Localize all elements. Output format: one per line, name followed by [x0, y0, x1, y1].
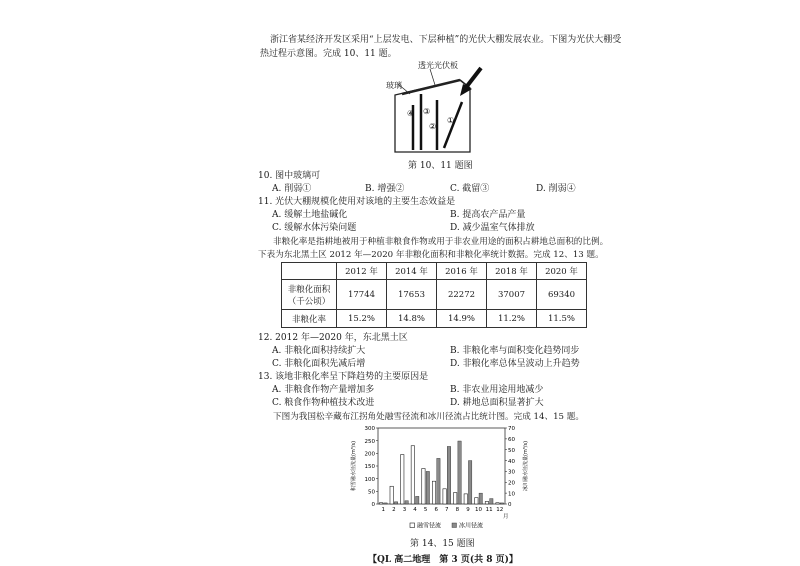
bar-glacier — [405, 501, 408, 504]
ray-label-4: ④ — [407, 109, 415, 118]
x-tick-label: 4 — [413, 507, 417, 513]
table-header-row — [282, 263, 587, 280]
right-tick-label: 0 — [508, 502, 512, 509]
data-table — [281, 262, 587, 328]
bar-snowmelt — [464, 494, 467, 504]
q12-option-c: C. 非粮化面积先减后增 — [272, 359, 366, 369]
row-label-unit: （千公顷） — [287, 296, 331, 307]
q11-option-a: A. 缓解土地盐碱化 — [272, 210, 348, 220]
bar-snowmelt — [496, 503, 499, 504]
x-tick-label: 10 — [475, 507, 483, 513]
x-tick-label: 3 — [402, 507, 407, 513]
table-row — [282, 280, 587, 310]
legend-label-glacier: 冰川径流 — [459, 522, 484, 530]
right-tick-label: 70 — [508, 426, 515, 433]
bar-snowmelt — [411, 446, 414, 504]
intro-line-2: 热过程示意图。完成 10、11 题。 — [260, 49, 397, 59]
bar-snowmelt — [432, 481, 435, 504]
bar-glacier — [384, 503, 387, 504]
table-cell: 17744 — [337, 280, 387, 310]
legend-swatch-snowmelt — [410, 523, 415, 528]
q11-option-b: B. 提高农产品产量 — [450, 210, 526, 220]
q13-option-b: B. 非农业用途用地减少 — [450, 385, 544, 395]
bar-glacier — [458, 441, 461, 504]
bar-glacier — [479, 493, 482, 504]
bar-glacier — [447, 446, 450, 504]
intro-line-5: 下图为我国松辛藏布江拐角处融雪径流和冰川径流占比统计图。完成 14、15 题。 — [273, 412, 584, 422]
table-cell: 11.2% — [487, 310, 537, 328]
bar-glacier — [416, 496, 419, 504]
x-tick-label: 9 — [466, 507, 470, 513]
bar-glacier — [500, 503, 503, 504]
x-tick-label: 12 — [496, 507, 504, 513]
right-tick-label: 30 — [508, 469, 515, 476]
ray-label-3: ③ — [423, 107, 431, 116]
row-label: 非粮化率 — [282, 310, 337, 328]
left-tick-label: 0 — [371, 502, 375, 509]
right-tick-label: 10 — [508, 491, 515, 498]
table-cell: 11.5% — [537, 310, 587, 328]
figure-caption-2: 第 14、15 题图 — [410, 539, 475, 549]
q12-option-d: D. 非粮化率总体呈波动上升趋势 — [450, 359, 580, 369]
figure-caption-1: 第 10、11 题图 — [408, 161, 473, 171]
table-header-cell: 2016 年 — [437, 263, 487, 280]
q13-option-a: A. 非粮食作物产量增加多 — [272, 385, 375, 395]
x-tick-label: 8 — [455, 507, 460, 513]
q12-stem: 12. 2012 年—2020 年，东北黑土区 — [258, 333, 408, 343]
table-cell: 17653 — [387, 280, 437, 310]
bar-snowmelt — [443, 489, 446, 504]
q13-stem: 13. 该地非粮化率呈下降趋势的主要原因是 — [258, 372, 429, 382]
left-tick-label: 150 — [364, 464, 375, 471]
pv-panel — [402, 80, 460, 94]
legend-swatch-glacier — [452, 523, 457, 528]
table-cell: 69340 — [537, 280, 587, 310]
table-header-cell: 2018 年 — [487, 263, 537, 280]
table-cell: 14.9% — [437, 310, 487, 328]
bar-glacier — [437, 458, 440, 504]
table-header-cell: 2014 年 — [387, 263, 437, 280]
left-tick-label: 300 — [364, 426, 375, 433]
right-tick-label: 40 — [508, 458, 515, 465]
q10-option-a: A. 削弱① — [272, 184, 312, 194]
q13-option-c: C. 粮食作物种植技术改进 — [272, 398, 375, 408]
ray-label-2: ② — [429, 122, 437, 131]
left-tick-label: 250 — [364, 438, 375, 445]
left-tick-label: 50 — [368, 489, 375, 496]
table-header-cell: 2020 年 — [537, 263, 587, 280]
bar-snowmelt — [401, 455, 404, 504]
x-tick-label: 2 — [392, 507, 396, 513]
table-cell: 22272 — [437, 280, 487, 310]
y-axis-left-title: 积雪融水径流量(m³/s) — [351, 440, 357, 492]
q11-option-d: D. 减少温室气体排放 — [450, 223, 535, 233]
bar-glacier — [426, 471, 429, 504]
table-cell: 14.8% — [387, 310, 437, 328]
bar-glacier — [490, 499, 493, 504]
greenhouse-diagram — [380, 60, 490, 160]
x-tick-label: 1 — [381, 507, 386, 513]
intro-line-1: 浙江省某经济开发区采用“上层发电、下层种植”的光伏大棚发展农业。下图为光伏大棚受 — [270, 35, 622, 45]
x-tick-label: 11 — [485, 507, 493, 513]
intro-line-4: 下表为东北黑土区 2012 年—2020 年非粮化面积和非粮化率统计数据。完成 12、13 题。 — [258, 250, 604, 260]
table-row — [282, 310, 587, 328]
ray-label-1: ① — [447, 116, 455, 125]
bar-glacier — [468, 461, 471, 504]
bar-snowmelt — [390, 486, 393, 504]
q10-stem: 10. 图中玻璃可 — [258, 171, 321, 181]
runoff-chart — [345, 422, 535, 534]
legend-label-snowmelt: 融雪径流 — [417, 522, 442, 530]
x-tick-label: 7 — [445, 507, 449, 513]
bar-snowmelt — [379, 503, 382, 504]
bar-snowmelt — [475, 498, 478, 504]
table-header-cell: 2012 年 — [337, 263, 387, 280]
q10-option-d: D. 削弱④ — [536, 184, 576, 194]
plot-frame — [378, 428, 505, 504]
table-cell: 15.2% — [337, 310, 387, 328]
q10-option-c: C. 截留③ — [450, 184, 490, 194]
label-glass: 玻璃 — [386, 81, 402, 90]
q11-stem: 11. 光伏大棚规模化使用对该地的主要生态效益是 — [258, 197, 456, 207]
x-tick-label: 5 — [423, 507, 428, 513]
intro-line-3: 非粮化率是指耕地被用于种植非粮食作物或用于非农业用途的面积占耕地总面积的比例。 — [273, 237, 609, 247]
q12-option-b: B. 非粮化率与面积变化趋势同步 — [450, 346, 580, 356]
q12-option-a: A. 非粮化面积持续扩大 — [272, 346, 366, 356]
left-tick-label: 200 — [364, 451, 375, 458]
bar-snowmelt — [485, 501, 488, 504]
right-tick-label: 20 — [508, 480, 515, 487]
ray-1 — [444, 102, 462, 148]
label-pv-panel: 透光光伏板 — [418, 61, 458, 70]
q11-option-c: C. 缓解水体污染问题 — [272, 223, 357, 233]
bar-snowmelt — [422, 469, 425, 504]
bar-snowmelt — [453, 493, 456, 504]
table-cell: 37007 — [487, 280, 537, 310]
q13-option-d: D. 耕地总面积显著扩大 — [450, 398, 544, 408]
row-label: 非粮化面积 — [287, 284, 331, 295]
q10-option-b: B. 增强② — [365, 184, 405, 194]
x-axis-unit: 月 — [503, 514, 509, 520]
right-tick-label: 60 — [508, 437, 515, 444]
y-axis-right-title: 冰川融水径流量(m³/s) — [523, 440, 529, 492]
bar-glacier — [394, 502, 397, 504]
page-footer: 【QL 高二地理 第 3 页(共 8 页)】 — [368, 555, 518, 565]
right-tick-label: 50 — [508, 447, 515, 454]
x-tick-label: 6 — [434, 507, 438, 513]
left-tick-label: 100 — [364, 476, 375, 483]
